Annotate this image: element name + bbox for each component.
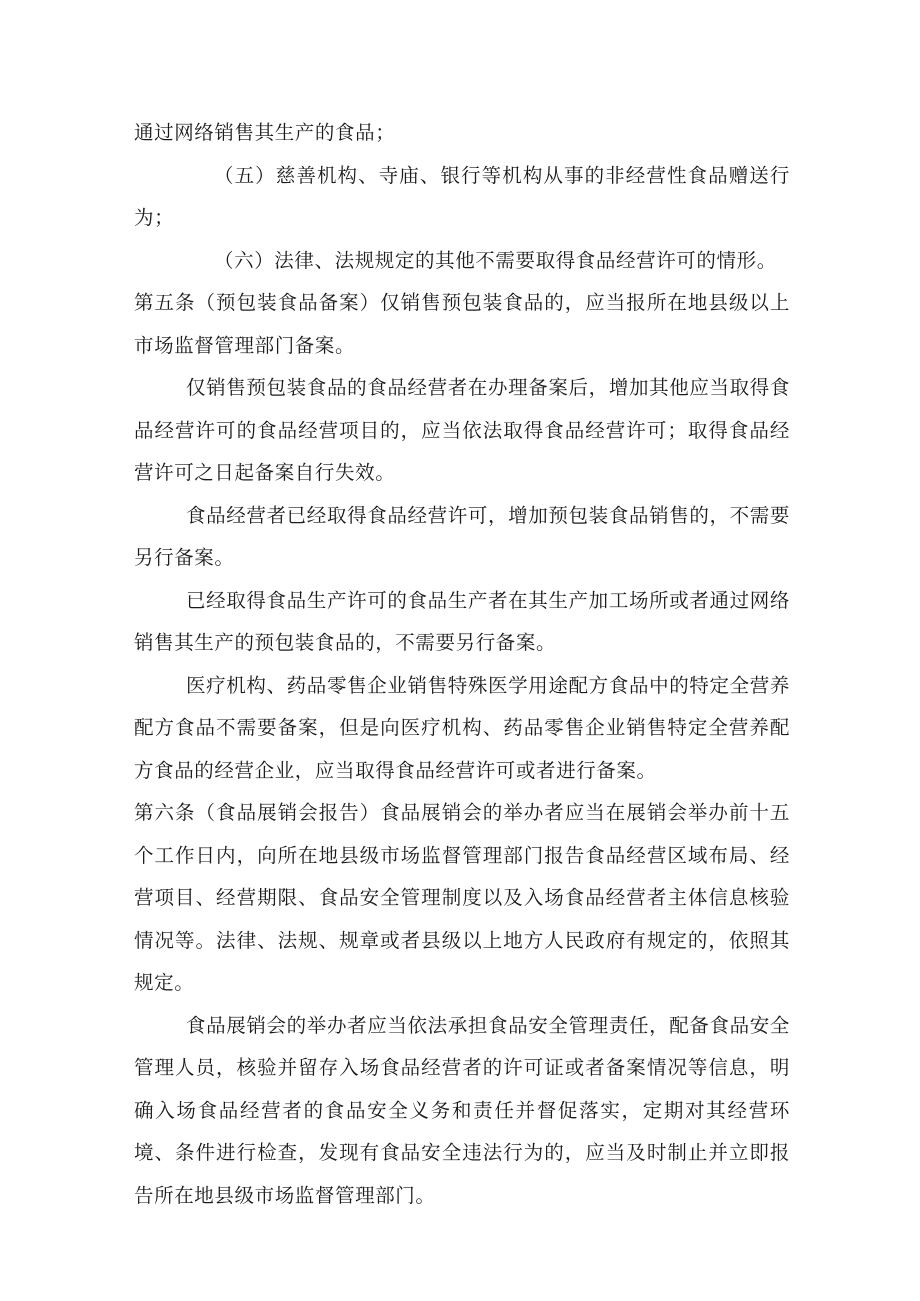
document-page: [134, 112, 790, 1217]
article-five-heading: 第五条（预包装食品备案）仅销售预包装食品的，应当报所在地县级以上市场监督管理部门备案。: [134, 291, 790, 357]
paragraph-article-five-3: 已经取得食品生产许可的食品生产者在其生产加工场所或者通过网络销售其生产的预包装食品的，不需要另行备案。: [134, 588, 790, 654]
paragraph-article-five-1: 仅销售预包装食品的食品经营者在办理备案后，增加其他应当取得食品经营许可的食品经营项目的，应当依法取得食品经营许可；取得食品经营许可之日起备案自行失效。: [134, 376, 790, 484]
paragraph-continuation: 通过网络销售其生产的食品；: [134, 121, 396, 144]
paragraph-article-five-4: 医疗机构、药品零售企业销售特殊医学用途配方食品中的特定全营养配方食品不需要备案，但是向医疗机构、药品零售企业销售特定全营养配方食品的经营企业，应当取得食品经营许可或者进行备案。: [134, 673, 790, 782]
paragraph-item-six: （六）法律、法规规定的其他不需要取得食品经营许可的情形。: [214, 248, 777, 272]
paragraph-article-five-2: 食品经营者已经取得食品经营许可，增加预包装食品销售的，不需要另行备案。: [134, 503, 790, 569]
paragraph-article-six-1: 食品展销会的举办者应当依法承担食品安全管理责任，配备食品安全管理人员，核验并留存入场食品经营者的许可证或者备案情况等信息，明确入场食品经营者的食品安全义务和责任并督促落实，定期对其经营环境、条件进行检查，发现有食品安全违法行为的，应当及时制止并立即报告所在地县级市场监督管理部门。: [134, 1013, 790, 1207]
paragraph-item-five: （五）慈善机构、寺庙、银行等机构从事的非经营性食品赠送行为；: [134, 163, 790, 229]
article-six-heading: 第六条（食品展销会报告）食品展销会的举办者应当在展销会举办前十五个工作日内，向所在地县级市场监督管理部门报告食品经营区域布局、经营项目、经营期限、食品安全管理制度以及入场食品经营者主体信息核验情况等。法律、法规、规章或者县级以上地方人民政府有规定的，依照其规定。: [134, 801, 790, 994]
